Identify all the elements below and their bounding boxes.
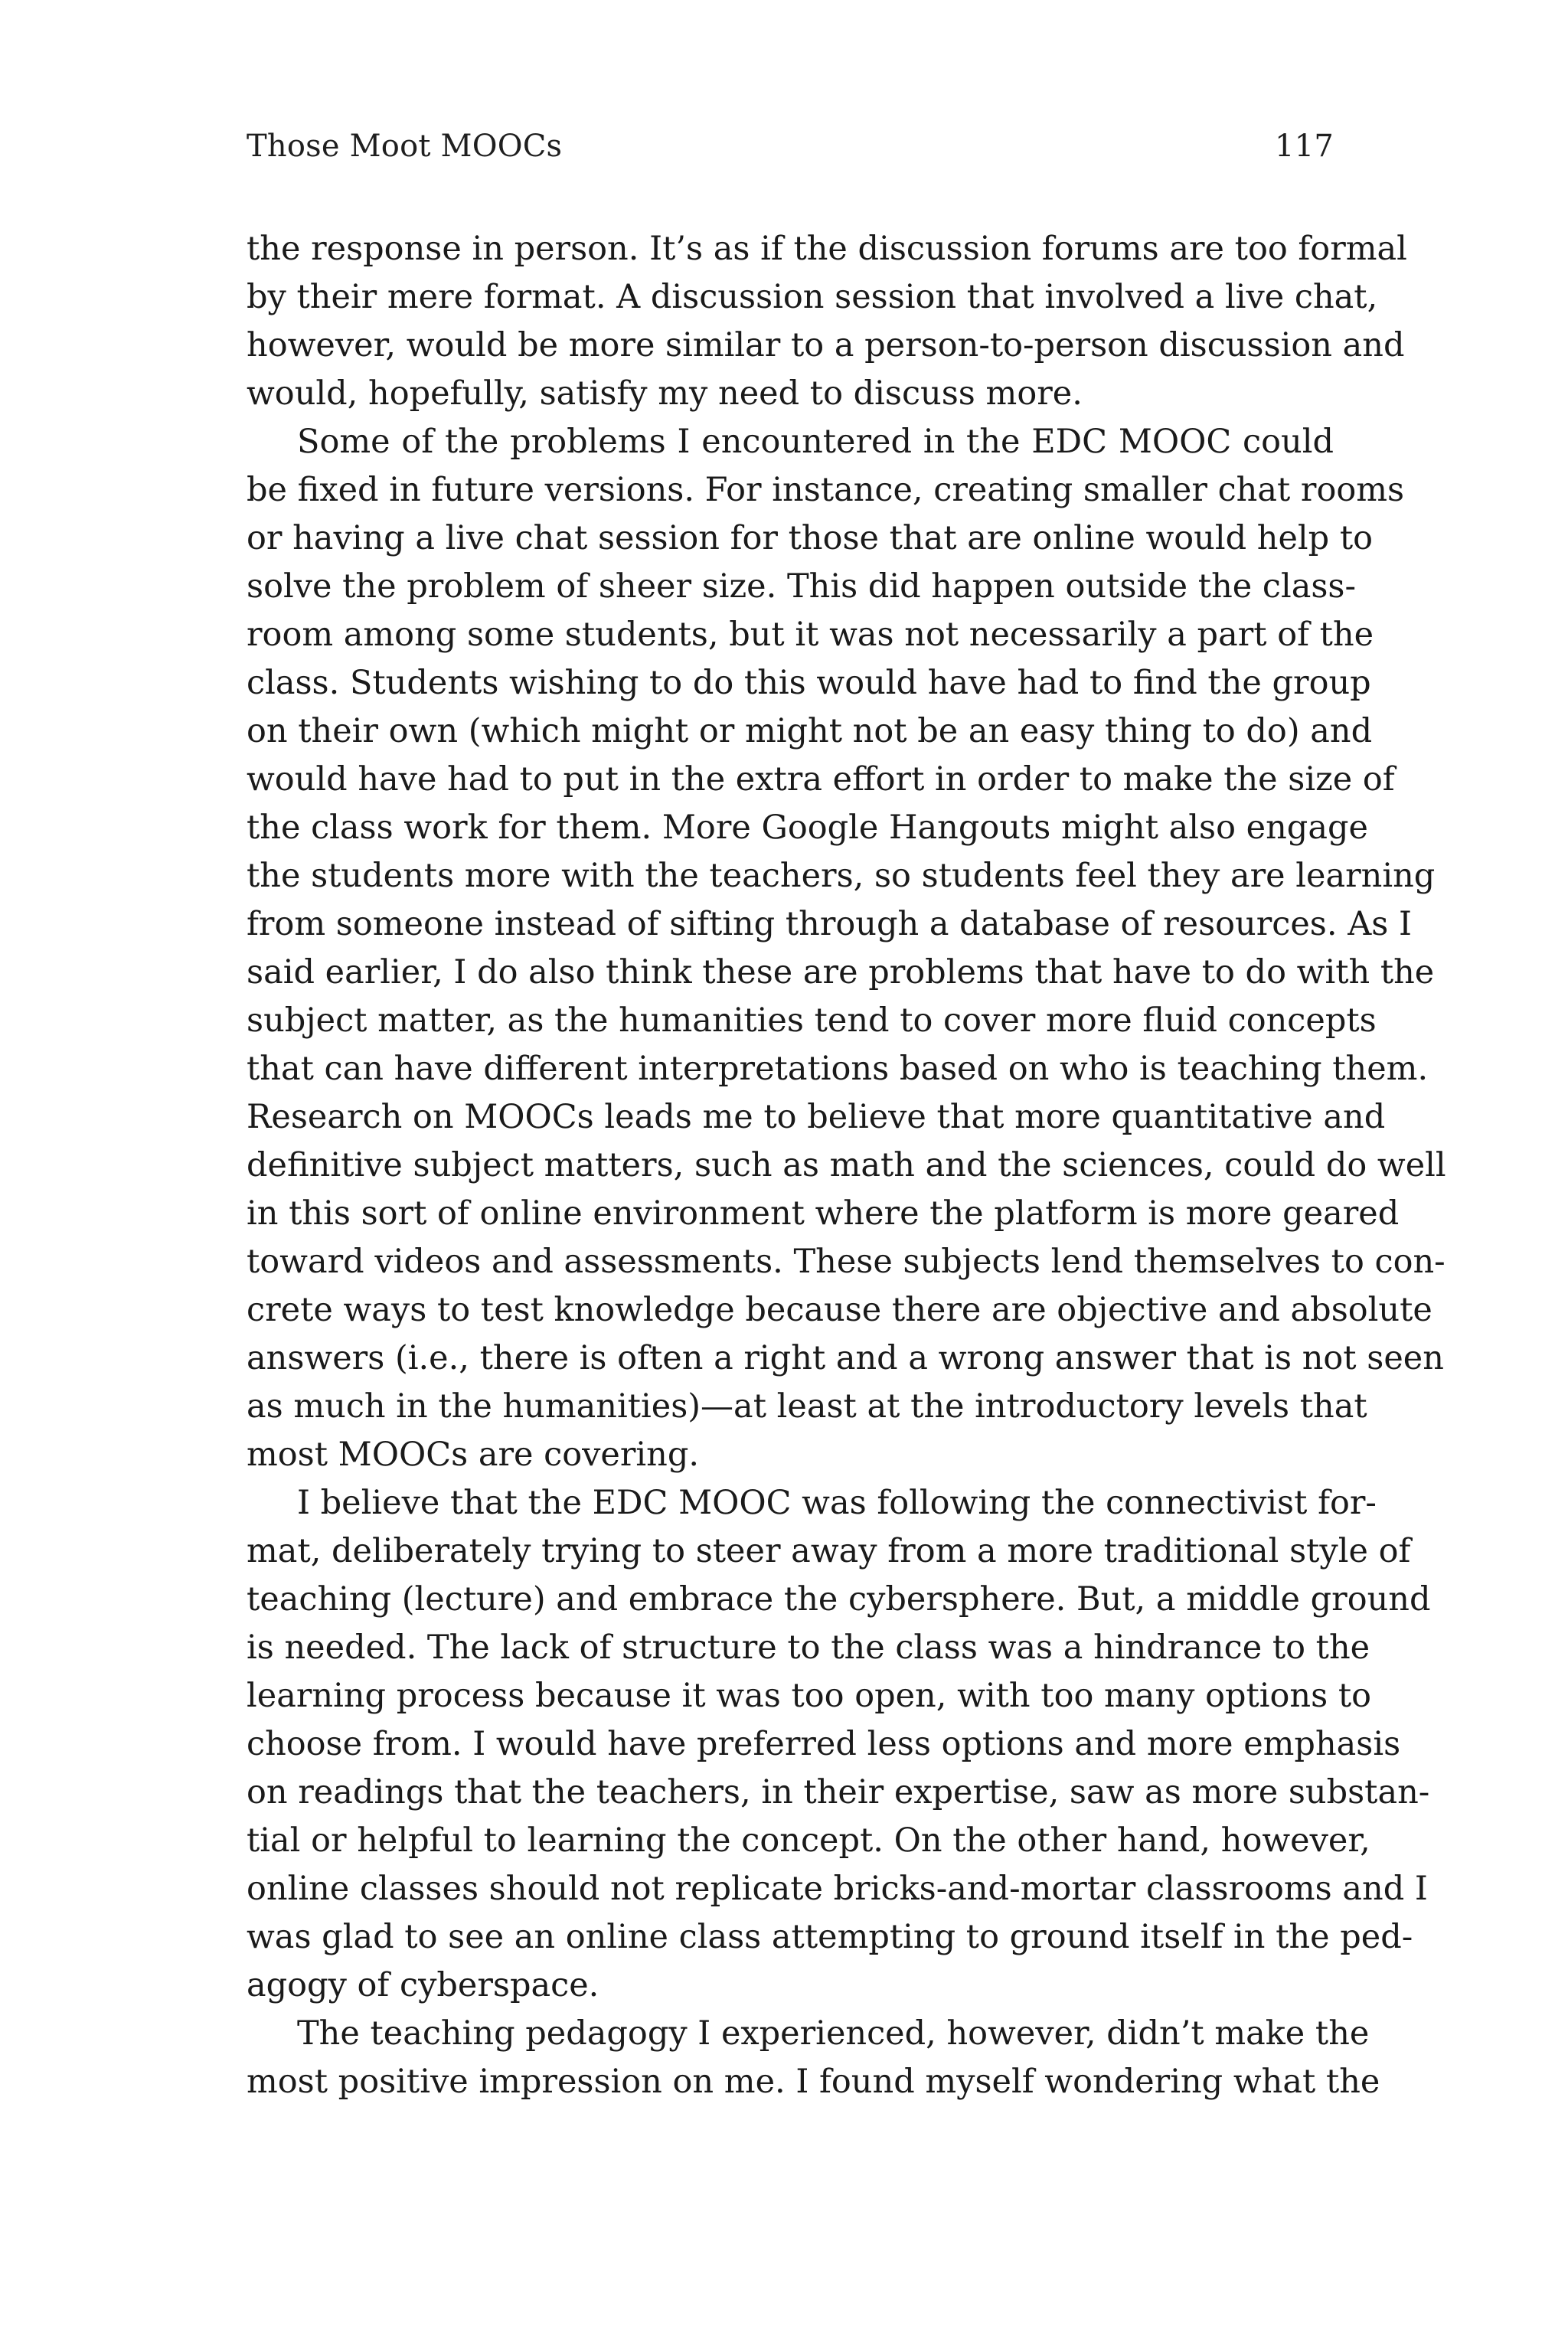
text-line: the students more with the teachers, so students feel they are learning bbox=[247, 857, 1436, 895]
running-title: Those Moot MOOCs bbox=[247, 129, 563, 164]
text-line: teaching (lecture) and embrace the cybersphere. But, a middle ground bbox=[247, 1580, 1431, 1619]
text-line: definitive subject matters, such as math and the sciences, could do well bbox=[247, 1146, 1446, 1184]
paragraph-2 bbox=[247, 418, 1446, 1479]
text-line: on their own (which might or might not be an easy thing to do) and bbox=[247, 712, 1373, 750]
text-line: would have had to put in the extra effort in order to make the size of bbox=[247, 760, 1395, 799]
text-line: toward videos and assessments. These subjects lend themselves to con- bbox=[247, 1243, 1446, 1281]
paragraph-4 bbox=[247, 2010, 1380, 2106]
text-line: in this sort of online environment where the platform is more geared bbox=[247, 1194, 1400, 1233]
text-line: crete ways to test knowledge because there are objective and absolute bbox=[247, 1291, 1432, 1329]
text-line: by their mere format. A discussion session that involved a live chat, bbox=[247, 278, 1378, 316]
paragraph-3 bbox=[247, 1479, 1431, 2010]
text-line: from someone instead of sifting through a database of resources. As I bbox=[247, 905, 1412, 943]
text-line: was glad to see an online class attempting to ground itself in the ped- bbox=[247, 1918, 1413, 1956]
text-line: learning process because it was too open, with too many options to bbox=[247, 1677, 1372, 1715]
text-line: agogy of cyberspace. bbox=[247, 1966, 599, 2004]
text-line: the class work for them. More Google Hangouts might also engage bbox=[247, 808, 1368, 847]
paragraph-1 bbox=[247, 225, 1407, 418]
text-line: I believe that the EDC MOOC was following the connectivist for- bbox=[297, 1484, 1377, 1522]
text-line: the response in person. It’s as if the discussion forums are too formal bbox=[247, 230, 1407, 268]
text-line: choose from. I would have preferred less options and more emphasis bbox=[247, 1725, 1401, 1763]
text-line: or having a live chat session for those that are online would help to bbox=[247, 519, 1374, 557]
text-line: would, hopefully, satisfy my need to discuss more. bbox=[247, 374, 1083, 413]
text-line: most MOOCs are covering. bbox=[247, 1436, 700, 1474]
text-line: Some of the problems I encountered in the EDC MOOC could bbox=[297, 423, 1334, 461]
text-line: said earlier, I do also think these are problems that have to do with the bbox=[247, 953, 1435, 991]
text-line: tial or helpful to learning the concept. On the other hand, however, bbox=[247, 1821, 1370, 1860]
body-text bbox=[247, 225, 1446, 2106]
text-line: as much in the humanities)—at least at the introductory levels that bbox=[247, 1387, 1367, 1426]
text-line: is needed. The lack of structure to the class was a hindrance to the bbox=[247, 1628, 1370, 1667]
text-line: solve the problem of sheer size. This did happen outside the class- bbox=[247, 567, 1357, 606]
text-line: however, would be more similar to a person-to-person discussion and bbox=[247, 326, 1405, 364]
text-line: The teaching pedagogy I experienced, however, didn’t make the bbox=[297, 2014, 1370, 2053]
text-line: subject matter, as the humanities tend to cover more fluid concepts bbox=[247, 1001, 1377, 1040]
running-header bbox=[247, 127, 1334, 165]
text-line: room among some students, but it was not necessarily a part of the bbox=[247, 616, 1374, 654]
text-line: answers (i.e., there is often a right and a wrong answer that is not seen bbox=[247, 1339, 1444, 1377]
text-line: most positive impression on me. I found myself wondering what the bbox=[247, 2063, 1380, 2101]
text-line: Research on MOOCs leads me to believe that more quantitative and bbox=[247, 1098, 1386, 1136]
text-line: be fixed in future versions. For instance, creating smaller chat rooms bbox=[247, 471, 1405, 509]
text-line: class. Students wishing to do this would have had to find the group bbox=[247, 664, 1371, 702]
text-line: on readings that the teachers, in their expertise, saw as more substan- bbox=[247, 1773, 1430, 1811]
text-line: that can have different interpretations based on who is teaching them. bbox=[247, 1050, 1429, 1088]
page-number: 117 bbox=[1275, 129, 1334, 164]
text-line: online classes should not replicate bricks-and-mortar classrooms and I bbox=[247, 1870, 1428, 1908]
text-line: mat, deliberately trying to steer away from a more traditional style of bbox=[247, 1532, 1411, 1570]
